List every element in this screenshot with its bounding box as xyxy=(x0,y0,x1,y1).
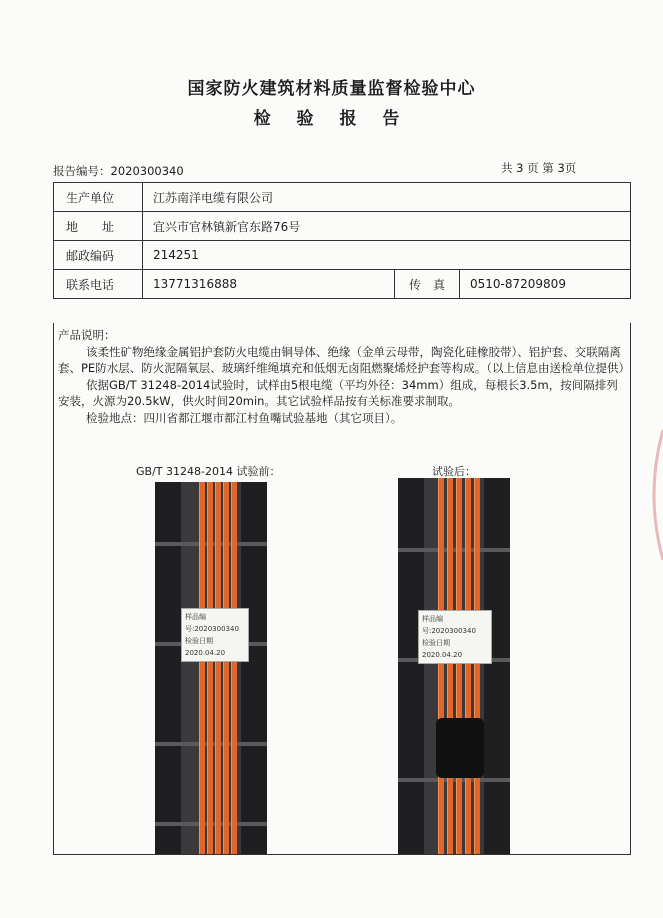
stamp-edge-icon xyxy=(643,420,663,570)
tray-rung xyxy=(398,548,510,552)
cable xyxy=(465,478,471,854)
info-table xyxy=(53,182,631,299)
cable xyxy=(456,478,462,854)
address-label: 地 址 xyxy=(54,212,143,241)
cable xyxy=(447,478,453,854)
postal-label: 邮政编码 xyxy=(54,241,143,270)
tray-rung xyxy=(398,778,510,782)
test-date-text: 检验日期 2020.04.20 xyxy=(185,637,226,657)
product-description-box xyxy=(53,323,631,855)
cable xyxy=(199,482,205,854)
producer-row xyxy=(54,183,631,212)
cable xyxy=(215,482,221,854)
cable xyxy=(438,478,444,854)
sample-number-text: 样品编号:2020300340 xyxy=(422,615,476,635)
postal-row xyxy=(54,241,631,270)
fax-value: 0510-87209809 xyxy=(460,270,631,299)
address-value: 宜兴市官林镇新官东路76号 xyxy=(143,212,631,241)
phone-label: 联系电话 xyxy=(54,270,143,299)
phone-row xyxy=(54,270,631,299)
sample-label-card xyxy=(181,608,249,662)
address-row xyxy=(54,212,631,241)
org-title: 国家防火建筑材料质量监督检验中心 xyxy=(187,79,476,99)
phone-value: 13771316888 xyxy=(143,270,395,299)
fax-label: 传 真 xyxy=(395,270,460,299)
producer-label: 生产单位 xyxy=(54,183,143,212)
cable xyxy=(474,478,480,854)
page-info: 共 3 页 第 3页 xyxy=(501,161,577,175)
photo-before-test xyxy=(155,482,267,854)
description-para-1: 该柔性矿物绝缘金属铝护套防火电缆由铜导体、绝缘（金单云母带，陶瓷化硅橡胶带）、铝护套、交联隔离套、PE防水层、防火泥隔氧层、玻璃纤维绳填充和低烟无卤阻燃聚烯烃护套等构成。（以上信息由送检单位提供） xyxy=(58,344,630,375)
burn-damage-area xyxy=(436,718,484,778)
description-para-2: 依据GB/T 31248-2014试验时，试样由5根电缆（平均外径：34mm）组成，每根长3.5m，按间隔排列安装，火源为20.5kW，供火时间20min。其它试验样品按有关标准要求制取。 xyxy=(58,377,618,408)
postal-value: 214251 xyxy=(143,241,631,270)
photo-after-test xyxy=(398,478,510,854)
cable xyxy=(207,482,213,854)
photo-after-caption: 试验后： xyxy=(432,465,476,478)
sample-number-text: 样品编号:2020300340 xyxy=(185,613,239,633)
description-para-3: 检验地点：四川省都江堰市都江村鱼嘴试验基地（其它项目）。 xyxy=(86,410,403,425)
cable xyxy=(223,482,229,854)
cable xyxy=(231,482,237,854)
sample-label-card xyxy=(418,610,492,664)
producer-value: 江苏南洋电缆有限公司 xyxy=(143,183,631,212)
description-heading: 产品说明： xyxy=(58,328,116,342)
photo-before-caption: GB/T 31248-2014 试验前： xyxy=(136,465,281,478)
test-date-text: 检验日期 2020.04.20 xyxy=(422,639,463,659)
doc-title: 检 验 报 告 xyxy=(253,109,410,129)
report-number: 报告编号：2020300340 xyxy=(53,164,184,178)
